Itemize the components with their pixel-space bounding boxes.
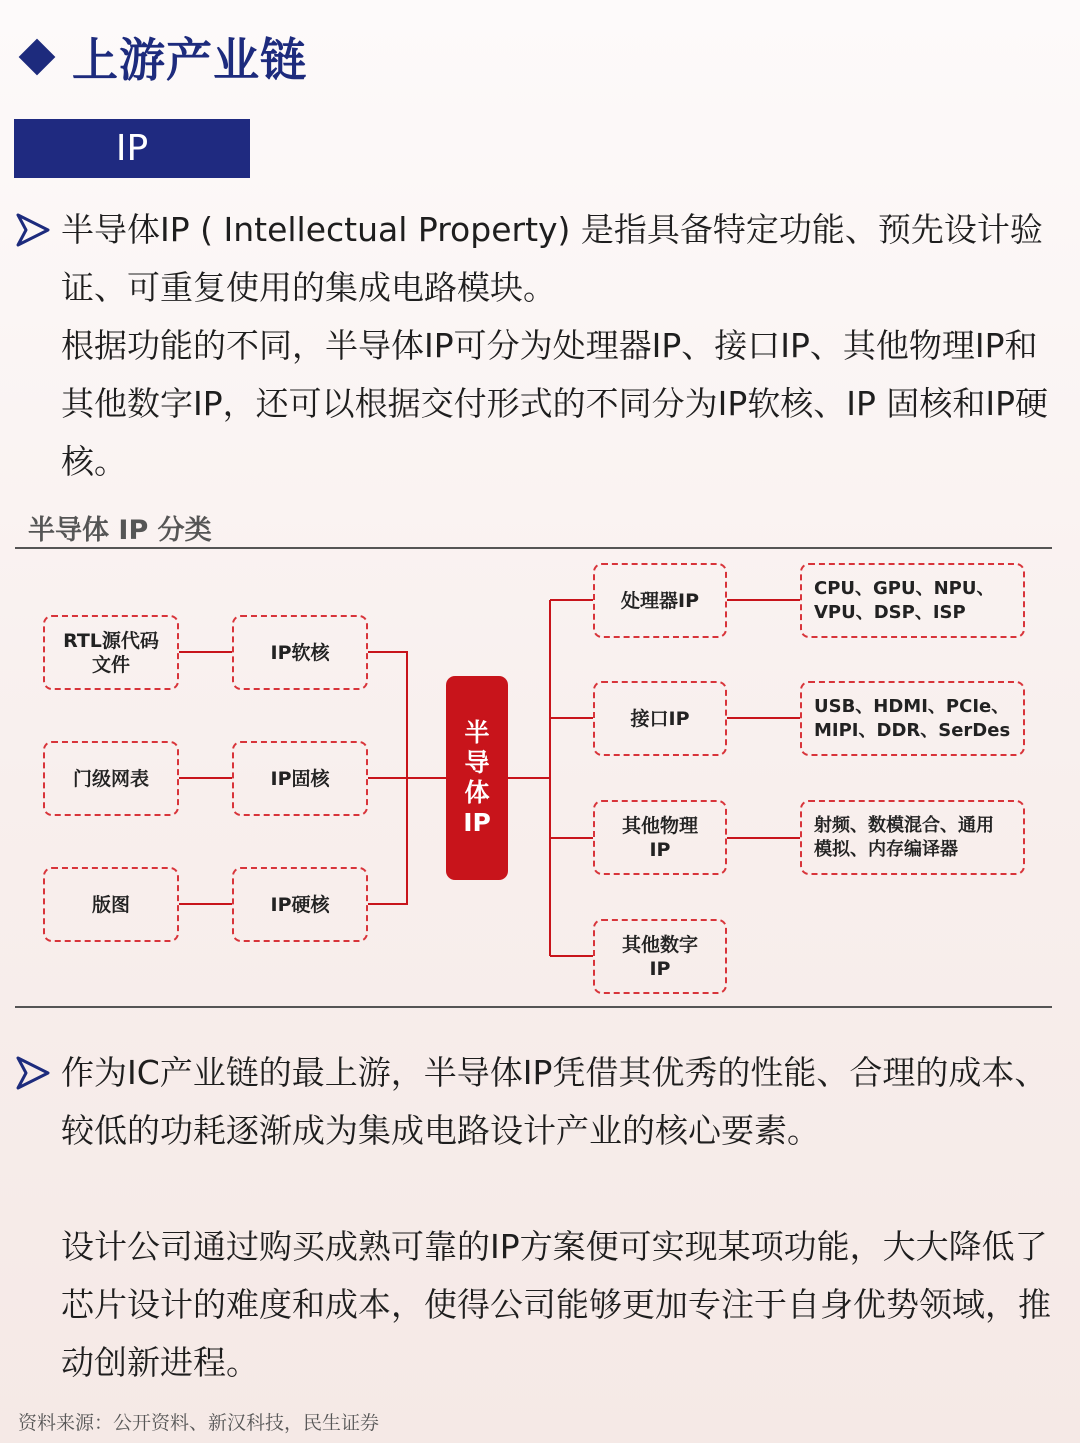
center-char: 导	[464, 748, 490, 777]
center-char: IP	[463, 808, 491, 837]
source-netlist-box: 门级网表	[43, 741, 179, 816]
source-layout-box: 版图	[43, 867, 179, 942]
title-text: 上游产业链	[72, 33, 307, 87]
arrow-bullet-icon	[16, 1056, 50, 1090]
paragraph-core-element: 作为IC产业链的最上游，半导体IP凭借其优秀的性能、合理的成本、较低的功耗逐渐成为集成电路设计产业的核心要素。	[61, 1053, 1048, 1150]
soft-core-box: IP软核	[232, 615, 368, 690]
semiconductor-ip-center-node	[446, 676, 508, 880]
other-digital-ip-box: 其他数字 IP	[593, 919, 727, 994]
interface-examples-box: USB、HDMI、PCIe、 MIPI、DDR、SerDes	[800, 681, 1025, 756]
source-rtl-box: RTL源代码 文件	[43, 615, 179, 690]
interface-ip-box: 接口IP	[593, 681, 727, 756]
paragraph-definition: 半导体IP ( Intellectual Property) 是指具备特定功能、预先设计验证、可重复使用的集成电路模块。	[61, 210, 1043, 307]
figure-caption: 半导体 IP 分类	[28, 515, 212, 546]
physical-examples-box: 射频、数模混合、通用 模拟、内存编译器	[800, 800, 1025, 875]
paragraph-classification: 根据功能的不同，半导体IP可分为处理器IP、接口IP、其他物理IP和其他数字IP，还可以根据交付形式的不同分为IP软核、IP 固核和IP硬核。	[61, 326, 1049, 481]
other-physical-ip-box: 其他物理 IP	[593, 800, 727, 875]
paragraph-benefits: 设计公司通过购买成熟可靠的IP方案便可实现某项功能，大大降低了芯片设计的难度和成本，使得公司能够更加专注于自身优势领域，推动创新进程。	[61, 1227, 1051, 1382]
center-char: 半	[464, 718, 490, 747]
hard-core-box: IP硬核	[232, 867, 368, 942]
ip-tag: IP	[14, 119, 250, 178]
center-char: 体	[464, 778, 490, 807]
processor-examples-box: CPU、GPU、NPU、 VPU、DSP、ISP	[800, 563, 1025, 638]
figure-bottom-rule	[15, 1006, 1052, 1008]
processor-ip-box: 处理器IP	[593, 563, 727, 638]
source-note: 资料来源：公开资料、新汉科技，民生证券	[18, 1412, 380, 1434]
firm-core-box: IP固核	[232, 741, 368, 816]
